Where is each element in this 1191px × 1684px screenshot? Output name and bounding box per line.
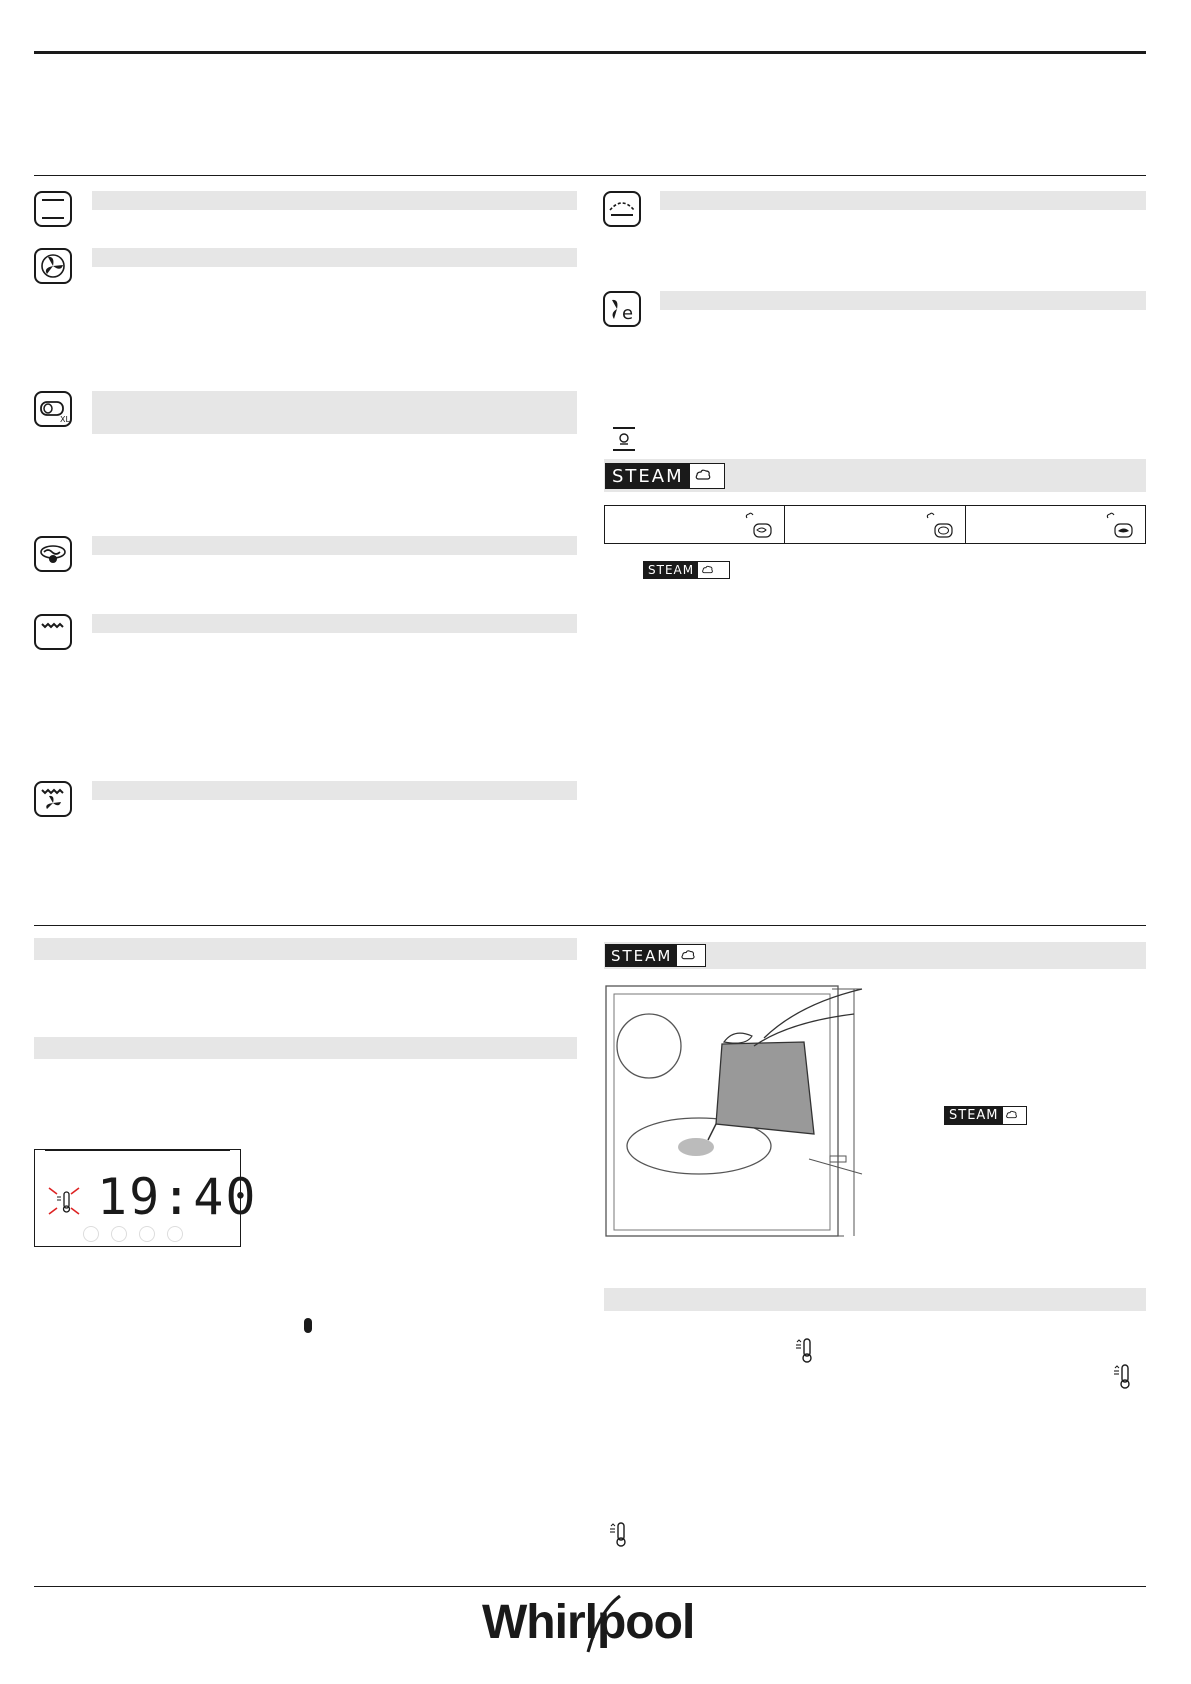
top-heat-icon xyxy=(603,191,641,227)
steam-label-lower: STEAM xyxy=(606,945,677,966)
steam-badge-inline xyxy=(643,561,730,579)
steam-mode-table xyxy=(604,505,1146,544)
steam-badge-side xyxy=(944,1106,1027,1125)
steam-badge-lower xyxy=(605,944,706,967)
steam-mode-vegetables xyxy=(966,506,1145,543)
svg-text:e: e xyxy=(622,303,634,324)
maxi-cooking-icon xyxy=(34,391,72,427)
steam-vegetables-icon xyxy=(1105,512,1135,540)
oven-display xyxy=(34,1149,258,1247)
steam-label: STEAM xyxy=(606,464,690,488)
section-bar-maxi-cooking xyxy=(92,391,577,434)
steam-mode-meat xyxy=(785,506,965,543)
grill-icon xyxy=(34,614,72,650)
preheat-thermometer-icon xyxy=(1112,1363,1134,1391)
preheat-thermometer-icon xyxy=(47,1184,81,1218)
section-bar-cook-4 xyxy=(92,536,577,555)
conventional-heat-icon xyxy=(34,191,72,227)
steam-cloud-icon xyxy=(698,562,716,578)
preheat-thermometer-icon xyxy=(794,1337,816,1365)
svg-text:Whirlpool: Whirlpool xyxy=(482,1596,695,1649)
knob-indicator-icon xyxy=(304,1318,312,1333)
section-rule-1 xyxy=(34,175,1146,176)
section-bar-forced-air xyxy=(92,248,577,267)
section-bar-preheat xyxy=(604,1288,1146,1311)
eco-forced-air-icon xyxy=(603,291,641,327)
display-top-line xyxy=(45,1149,230,1151)
steam-label-inline: STEAM xyxy=(644,562,698,578)
steam-cloud-icon xyxy=(690,464,716,488)
cook-4-icon xyxy=(34,536,72,572)
whirlpool-logo xyxy=(480,1590,720,1660)
steam-mode-fish xyxy=(605,506,785,543)
section-rule-2 xyxy=(34,925,1146,926)
display-faint-icons xyxy=(83,1226,193,1240)
svg-text:XL: XL xyxy=(60,415,70,424)
oven-light-icon xyxy=(611,426,637,452)
water-pouring-illustration xyxy=(604,984,872,1240)
section-bar-lower-2 xyxy=(34,1037,577,1059)
display-time: 19:40 xyxy=(97,1168,258,1226)
steam-label-side: STEAM xyxy=(945,1107,1003,1124)
steam-meat-icon xyxy=(925,512,955,540)
steam-cloud-icon xyxy=(1003,1107,1021,1124)
footer-rule xyxy=(34,1586,1146,1587)
section-bar-lower-1 xyxy=(34,938,577,960)
section-bar-conventional xyxy=(92,191,577,210)
section-bar-eco-forced-air xyxy=(660,291,1146,310)
section-bar-top-heat xyxy=(660,191,1146,210)
top-rule xyxy=(34,51,1146,54)
turbo-grill-icon xyxy=(34,781,72,817)
forced-air-icon xyxy=(34,248,72,284)
steam-badge-large xyxy=(605,463,725,489)
steam-cloud-icon xyxy=(677,945,699,966)
steam-fish-icon xyxy=(744,512,774,540)
section-bar-grill xyxy=(92,614,577,633)
preheat-thermometer-icon xyxy=(608,1521,630,1549)
section-bar-turbo-grill xyxy=(92,781,577,800)
